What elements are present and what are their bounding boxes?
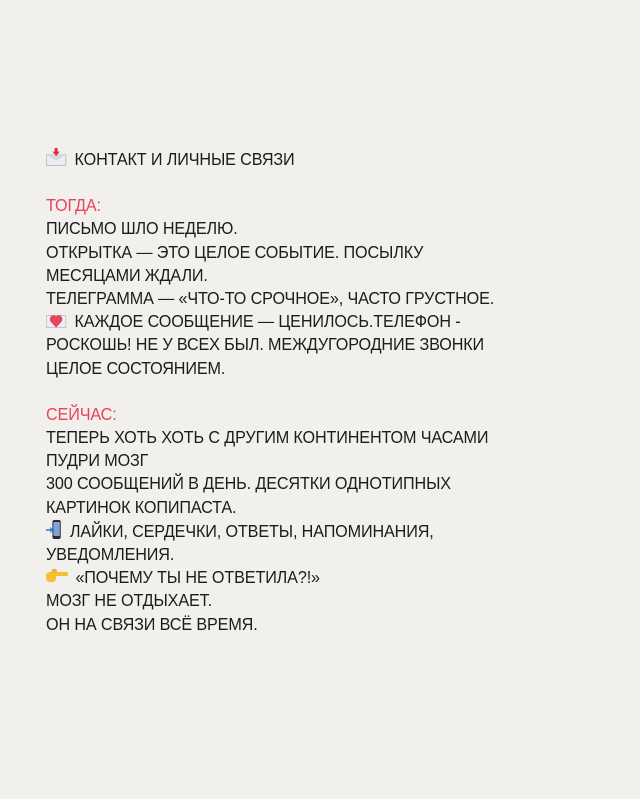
post-text-card	[46, 148, 606, 636]
then-love-letter-line	[46, 310, 561, 333]
then-line-1: ПИСЬМО ШЛО НЕДЕЛЮ.	[46, 218, 238, 239]
then-love-letter-text: КАЖДОЕ СООБЩЕНИЕ — ЦЕНИЛОСЬ.ТЕЛЕФОН -	[74, 311, 461, 332]
then-line-2: ОТКРЫТКА — ЭТО ЦЕЛОЕ СОБЫТИЕ. ПОСЫЛКУ	[46, 241, 424, 262]
now-line-7: ОН НА СВЯЗИ ВСЁ ВРЕМЯ.	[46, 613, 258, 634]
now-line-2: ПУДРИ МОЗГ	[46, 450, 149, 471]
spacer	[46, 380, 606, 403]
then-heading: ТОГДА:	[46, 195, 101, 216]
envelope-with-arrow-icon	[46, 150, 66, 166]
now-hand-line	[46, 566, 561, 589]
now-line-1: ТЕПЕРЬ ХОТЬ ХОТЬ С ДРУГИМ КОНТИНЕНТОМ ЧАСАМИ	[46, 427, 489, 448]
love-letter-icon	[46, 313, 66, 329]
spacer	[46, 171, 606, 194]
pointing-hand-icon	[46, 568, 68, 584]
then-line-3: МЕСЯЦАМИ ЖДАЛИ.	[46, 264, 208, 285]
now-line-3: 300 СООБЩЕНИЙ В ДЕНЬ. ДЕСЯТКИ ОДНОТИПНЫХ	[46, 473, 451, 494]
now-heading: СЕЙЧАС:	[46, 403, 117, 424]
now-line-5: УВЕДОМЛЕНИЯ.	[46, 544, 175, 565]
now-line-4: КАРТИНОК КОПИПАСТА.	[46, 496, 237, 517]
mobile-phone-with-arrow-icon	[46, 519, 63, 541]
section-title-line	[46, 148, 561, 171]
then-line-4: ТЕЛЕГРАММА — «ЧТО-ТО СРОЧНОЕ», ЧАСТО ГРУСТНОЕ.	[46, 288, 495, 309]
now-phone-line	[46, 519, 561, 543]
then-line-6: ЦЕЛОЕ СОСТОЯНИЕМ.	[46, 357, 226, 378]
now-phone-text: ЛАЙКИ, СЕРДЕЧКИ, ОТВЕТЫ, НАПОМИНАНИЯ,	[69, 520, 434, 541]
now-line-6: МОЗГ НЕ ОТДЫХАЕТ.	[46, 590, 212, 611]
now-hand-text: «ПОЧЕМУ ТЫ НЕ ОТВЕТИЛА?!»	[75, 567, 320, 588]
then-line-5: РОСКОШЬ! НЕ У ВСЕХ БЫЛ. МЕЖДУГОРОДНИЕ ЗВОНКИ	[46, 334, 485, 355]
section-title: КОНТАКТ И ЛИЧНЫЕ СВЯЗИ	[74, 149, 295, 169]
